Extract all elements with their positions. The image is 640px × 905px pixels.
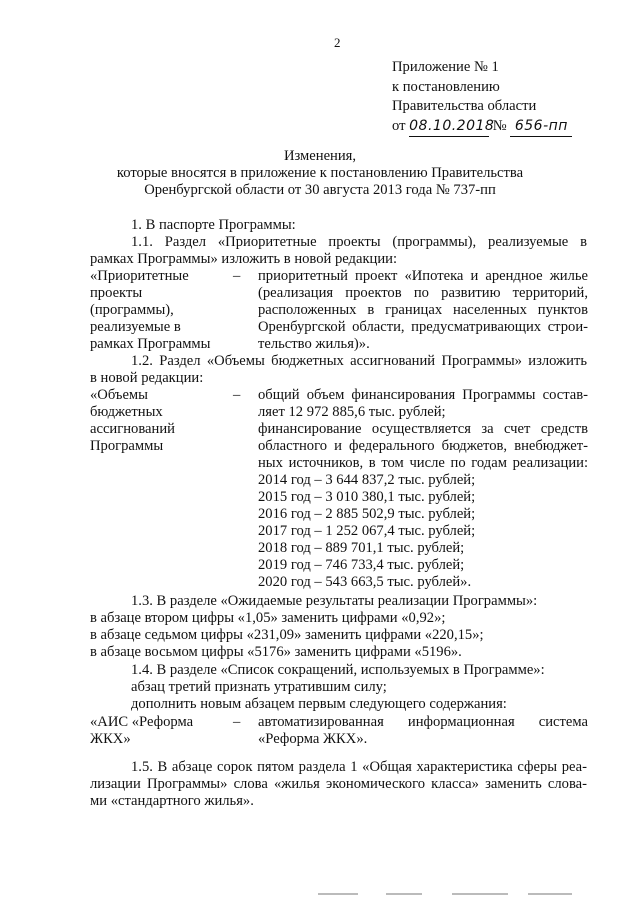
- table3-left-1: «АИС «Реформа: [90, 714, 194, 730]
- scan-artifact: [318, 893, 358, 895]
- funding-year-2019: 2019 год – 746 733,4 тыс. рублей;: [258, 557, 465, 573]
- funding-year-2018: 2018 год – 889 701,1 тыс. рублей;: [258, 540, 465, 556]
- funding-year-2016: 2016 год – 2 885 502,9 тыс. рублей;: [258, 506, 476, 522]
- section-1-3-item-2: в абзаце седьмом цифры «231,09» заменить цифрами «220,15»;: [90, 627, 484, 643]
- table1-left-2: проекты: [90, 285, 143, 301]
- table2-dash: –: [233, 387, 241, 403]
- date-handwritten-field: [409, 117, 495, 138]
- section-1-2-line-2: в новой редакции:: [90, 370, 204, 386]
- appendix-line-2: к постановлению: [392, 78, 500, 95]
- funding-year-2014: 2014 год – 3 644 837,2 тыс. рублей;: [258, 472, 476, 488]
- number-handwritten: 656-пп: [514, 117, 568, 134]
- table1-right-3: расположенных в границах населенных пунктов: [258, 302, 588, 318]
- scan-artifact: [452, 893, 508, 895]
- date-prefix: от: [392, 117, 406, 134]
- table1-dash: –: [233, 268, 241, 284]
- section-1-3-item-1: в абзаце втором цифры «1,05» заменить цифрами «0,92»;: [90, 610, 446, 626]
- table2-right-1: общий объем финансирования Программы состав-: [258, 387, 588, 403]
- table2-right-4: областного и федерального бюджетов, внебюджет-: [258, 438, 588, 454]
- doc-title-line-3: Оренбургской области от 30 августа 2013 года № 737-пп: [144, 182, 496, 198]
- table3-right-1: автоматизированная информационная система: [258, 714, 588, 730]
- table2-right-5: ных источников, в том числе по годам реализации:: [258, 455, 588, 471]
- section-1-2-line-1: 1.2. Раздел «Объемы бюджетных ассигнований Программы» изложить: [131, 353, 587, 369]
- funding-year-2020: 2020 год – 543 663,5 тыс. рублей».: [258, 574, 472, 590]
- table2-left-3: ассигнований: [90, 421, 175, 437]
- table3-left-2: ЖКХ»: [90, 731, 131, 747]
- table1-right-5: тельство жилья)».: [258, 336, 370, 352]
- table3-dash: –: [233, 714, 241, 730]
- appendix-header: [392, 58, 572, 137]
- section-1-5-line-1: 1.5. В абзаце сорок пятом раздела 1 «Общая характеристика сферы реа-: [131, 759, 587, 775]
- number-prefix: №: [492, 117, 507, 134]
- section-1-4-heading: 1.4. В разделе «Список сокращений, используемых в Программе»:: [131, 662, 545, 678]
- section-1-3-item-3: в абзаце восьмом цифры «5176» заменить цифрами «5196».: [90, 644, 462, 660]
- table1-right-4: Оренбургской области, предусматривающих строи-: [258, 319, 588, 335]
- section-1-heading: 1. В паспорте Программы:: [131, 217, 296, 233]
- scan-artifact: [528, 893, 572, 895]
- scan-artifact: [386, 893, 422, 895]
- table3-right-2: «Реформа ЖКХ».: [258, 731, 368, 747]
- table1-right-2: (реализация проектов по развитию территорий,: [258, 285, 588, 301]
- section-1-5-line-3: ми «стандартного жилья».: [90, 793, 254, 809]
- table2-left-2: бюджетных: [90, 404, 163, 420]
- table1-left-4: реализуемые в: [90, 319, 181, 335]
- section-1-1-line-1: 1.1. Раздел «Приоритетные проекты (программы), реализуемые в: [131, 234, 587, 250]
- table2-left-4: Программы: [90, 438, 164, 454]
- date-handwritten: 08.10.2018: [409, 117, 495, 134]
- appendix-date-line: [392, 117, 572, 138]
- table2-right-3: финансирование осуществляется за счет средств: [258, 421, 588, 437]
- table2-right-2: ляет 12 972 885,6 тыс. рублей;: [258, 404, 446, 420]
- page-number: 2: [334, 35, 341, 50]
- appendix-line-3: Правительства области: [392, 98, 537, 114]
- table1-left-3: (программы),: [90, 302, 174, 318]
- table2-left-1: «Объемы: [90, 387, 148, 403]
- funding-year-2015: 2015 год – 3 010 380,1 тыс. рублей;: [258, 489, 476, 505]
- doc-title: Изменения,: [283, 148, 357, 164]
- table1-left-5: рамках Программы: [90, 336, 211, 352]
- table1-left-1: «Приоритетные: [90, 268, 189, 284]
- number-handwritten-field: [510, 117, 572, 138]
- table1-right-1: приоритетный проект «Ипотека и арендное жилье: [258, 268, 588, 284]
- doc-title-line-2: которые вносятся в приложение к постановлению Правительства: [116, 165, 524, 181]
- section-1-1-line-2: рамках Программы» изложить в новой редакции:: [90, 251, 398, 267]
- section-1-4-item-1: абзац третий признать утратившим силу;: [131, 679, 387, 695]
- section-1-4-item-2: дополнить новым абзацем первым следующего содержания:: [131, 696, 507, 712]
- appendix-line-1: Приложение № 1: [392, 59, 499, 75]
- section-1-3-heading: 1.3. В разделе «Ожидаемые результаты реализации Программы»:: [131, 593, 538, 609]
- funding-year-2017: 2017 год – 1 252 067,4 тыс. рублей;: [258, 523, 476, 539]
- section-1-5-line-2: лизации Программы» слова «жилья экономического класса» заменить слова-: [90, 776, 587, 792]
